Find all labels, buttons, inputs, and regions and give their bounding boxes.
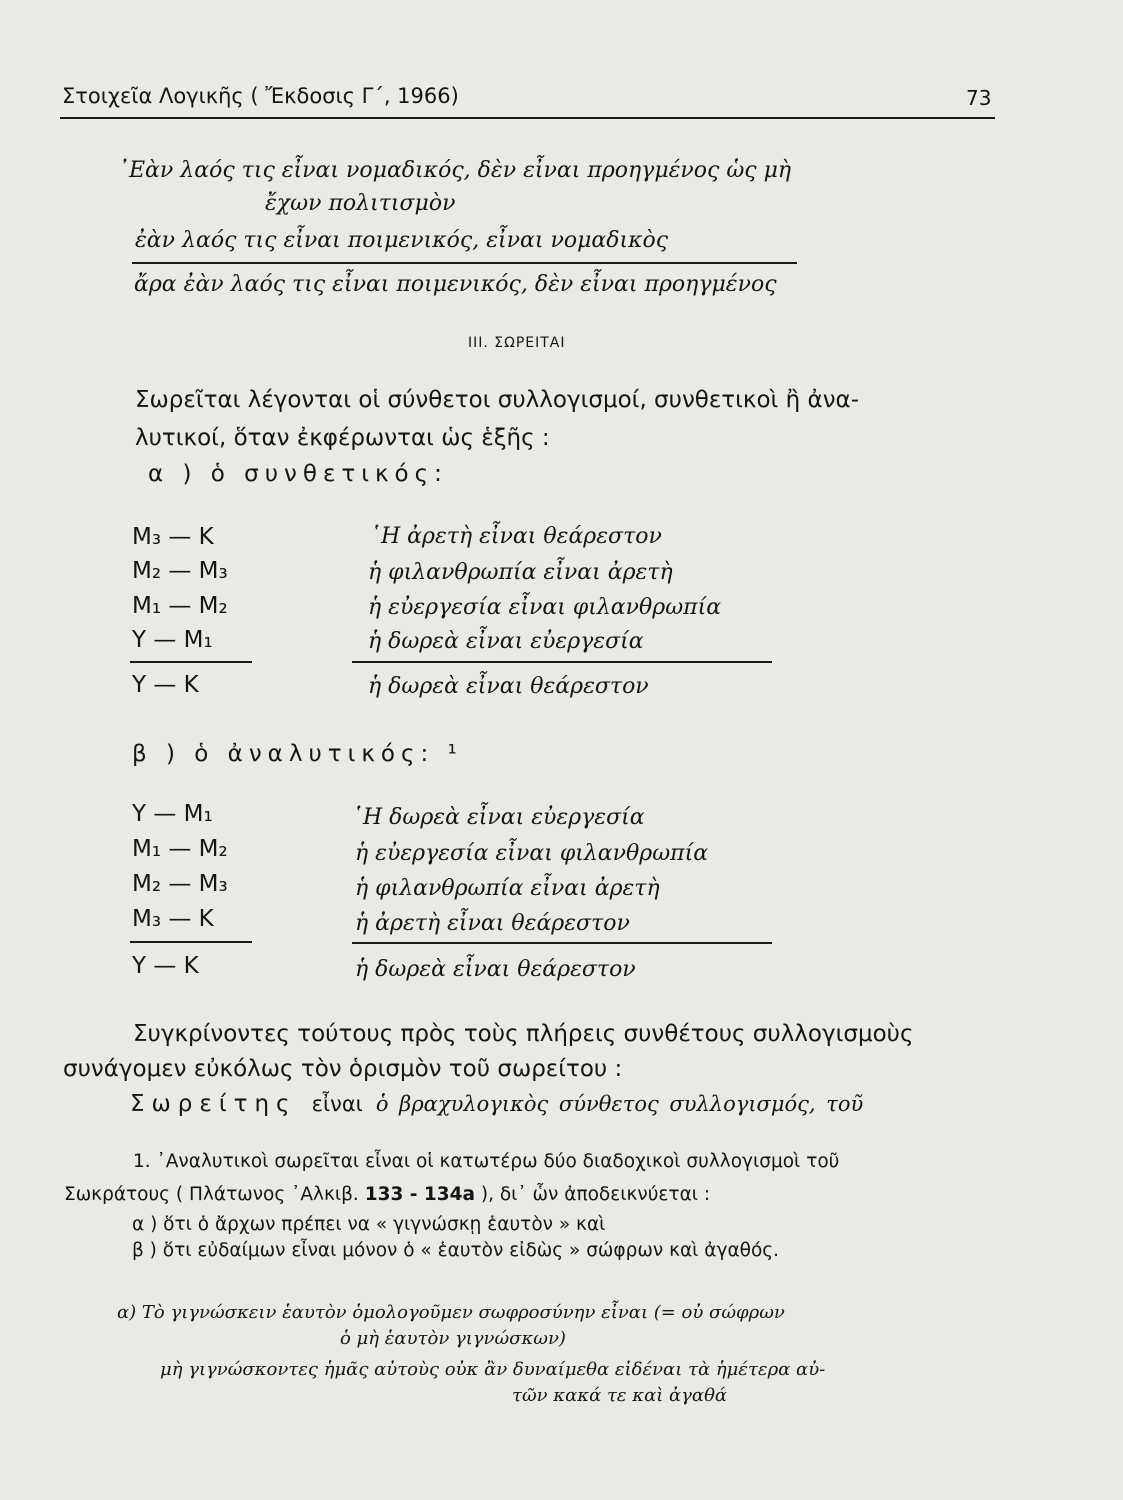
analytic-conclusion-text: ἡ δωρεὰ εἶναι θεάρεστον [355, 957, 636, 982]
comparison-line-1: Συγκρίνοντες τούτους πρὸς τοὺς πλήρεις συνθέτους συλλογισμοὺς [133, 1021, 914, 1047]
synthetic-row-1-text: ῾Η ἀρετὴ εἶναι θεάρεστον [370, 524, 662, 549]
quote-line-4: τῶν κακά τε καὶ ἀγαθά [512, 1385, 728, 1406]
synthetic-row-1-formula: M₃ — K [132, 524, 214, 550]
footnote-point-a: α ) ὅτι ὁ ἄρχων πρέπει να « γιγνώσκῃ ἑαυτὸν » καὶ [132, 1214, 606, 1235]
analytic-heading: β ) ὁ ἀναλυτικός: ¹ [132, 741, 463, 767]
synthetic-conclusion-text: ἡ δωρεὰ εἶναι θεάρεστον [368, 674, 649, 699]
synthetic-row-3-formula: M₁ — M₂ [132, 593, 228, 619]
definition-text: ὁ βραχυλογικὸς σύνθετος συλλογισμός, τοῦ [375, 1092, 864, 1116]
analytic-row-3-text: ἡ φιλανθρωπία εἶναι ἀρετὴ [355, 876, 660, 901]
syllogism-rule [132, 262, 797, 264]
page-number: 73 [966, 86, 992, 110]
synthetic-row-4-formula: Y — M₁ [132, 627, 213, 653]
synthetic-row-2-text: ἡ φιλανθρωπία εἶναι ἀρετὴ [368, 560, 673, 585]
quote-line-1: α) Τὸ γιγνώσκειν ἑαυτὸν ὁμολογοῦμεν σωφροσύνην εἶναι (= οὐ σώφρων [117, 1302, 785, 1323]
running-header: Στοιχεῖα Λογικῆς ( Ἔκδοσις Γ΄, 1966) [62, 84, 459, 108]
intro-line-1: Σωρεῖται λέγονται οἱ σύνθετοι συλλογισμοί, συνθετικοὶ ἢ ἀνα- [135, 387, 860, 413]
synthetic-heading: α ) ὁ συνθετικός: [148, 461, 448, 487]
analytic-conclusion-formula: Y — K [132, 953, 199, 979]
quote-line-2: ὁ μὴ ἑαυτὸν γιγνώσκων) [340, 1328, 566, 1349]
syllogism-premise-1: ᾿Εὰν λαός τις εἶναι νομαδικός, δὲν εἶναι προηγμένος ὡς μὴ [118, 158, 792, 183]
intro-line-2: λυτικοί, ὅταν ἐκφέρωνται ὡς ἑξῆς : [135, 425, 550, 451]
definition-verb: εἶναι [311, 1092, 363, 1116]
synthetic-text-rule [352, 661, 772, 663]
analytic-text-rule [352, 942, 772, 944]
analytic-row-2-text: ἡ εὐεργεσία εἶναι φιλανθρωπία [355, 841, 709, 866]
synthetic-row-2-formula: M₂ — M₃ [132, 558, 228, 584]
synthetic-row-3-text: ἡ εὐεργεσία εἶναι φιλανθρωπία [368, 595, 722, 620]
synthetic-row-4-text: ἡ δωρεὰ εἶναι εὐεργεσία [368, 629, 644, 654]
synthetic-formula-rule [130, 661, 252, 663]
definition-term: Σωρείτης [130, 1091, 297, 1117]
header-rule [60, 117, 995, 119]
analytic-row-3-formula: M₂ — M₃ [132, 871, 228, 897]
comparison-line-2: συνάγομεν εὐκόλως τὸν ὁρισμὸν τοῦ σωρείτου : [63, 1056, 623, 1082]
analytic-row-1-formula: Y — M₁ [132, 801, 213, 827]
syllogism-premise-2: ἐὰν λαός τις εἶναι ποιμενικός, εἶναι νομαδικὸς [135, 228, 669, 253]
footnote-line-1: 1. ᾿Αναλυτικοὶ σωρεῖται εἶναι οἱ κατωτέρω δύο διαδοχικοὶ συλλογισμοὶ τοῦ [133, 1151, 840, 1172]
syllogism-conclusion: ἄρα ἐὰν λαός τις εἶναι ποιμενικός, δὲν εἶναι προηγμένος [134, 272, 777, 297]
definition-line [130, 1091, 863, 1117]
quote-line-3: μὴ γιγνώσκοντες ἡμᾶς αὐτοὺς οὐκ ἂν δυναίμεθα εἰδέναι τὰ ἡμέτερα αὐ- [160, 1359, 826, 1380]
analytic-row-4-text: ἡ ἀρετὴ εἶναι θεάρεστον [355, 911, 630, 936]
footnote-citation-pages: 133 - 134a [364, 1184, 475, 1205]
synthetic-conclusion-formula: Y — K [132, 672, 199, 698]
analytic-formula-rule [130, 941, 252, 943]
analytic-row-2-formula: M₁ — M₂ [132, 836, 228, 862]
footnote-line-2 [64, 1184, 710, 1205]
footnote-point-b: β ) ὅτι εὐδαίμων εἶναι μόνον ὁ « ἑαυτὸν εἰδὼς » σώφρων καὶ ἀγαθός. [132, 1240, 780, 1261]
analytic-row-4-formula: M₃ — K [132, 906, 214, 932]
footnote-citation-prefix: Σωκράτους ( Πλάτωνος ᾿Αλκιβ. [64, 1184, 359, 1205]
syllogism-premise-1-cont: ἔχων πολιτισμὸν [265, 191, 456, 216]
footnote-citation-suffix: ), δι᾿ ὧν ἀποδεικνύεται : [474, 1184, 711, 1205]
analytic-row-1-text: ῾Η δωρεὰ εἶναι εὐεργεσία [352, 805, 645, 830]
section-title: III. ΣΩΡΕΙΤΑΙ [468, 335, 566, 351]
